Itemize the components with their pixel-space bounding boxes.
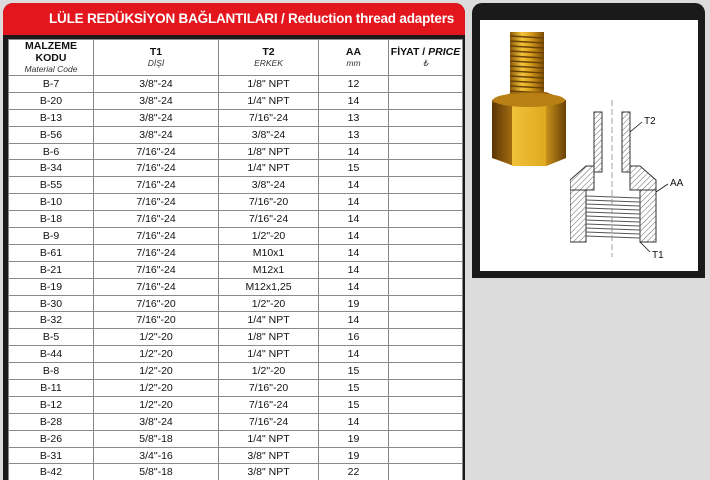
- cell-aa: 15: [319, 363, 389, 380]
- cell-t2: 1/2"-20: [219, 228, 319, 245]
- cell-price: [389, 177, 463, 194]
- table-row: [9, 261, 463, 278]
- cell-material-code: B-61: [9, 244, 94, 261]
- cell-aa: 14: [319, 92, 389, 109]
- cell-t1: 7/16"-20: [94, 312, 219, 329]
- cell-t1: 7/16"-24: [94, 143, 219, 160]
- cell-t2: 7/16"-24: [219, 109, 319, 126]
- cell-price: [389, 295, 463, 312]
- image-area: [480, 20, 698, 271]
- cell-price: [389, 312, 463, 329]
- cell-t2: M12x1,25: [219, 278, 319, 295]
- cell-aa: 14: [319, 278, 389, 295]
- table-row: [9, 329, 463, 346]
- table-row: [9, 396, 463, 413]
- table-row: [9, 160, 463, 177]
- label-aa: AA: [670, 178, 684, 189]
- cell-price: [389, 109, 463, 126]
- cell-aa: 14: [319, 194, 389, 211]
- cell-t2: 7/16"-24: [219, 396, 319, 413]
- table-row: [9, 464, 463, 480]
- cell-aa: 14: [319, 261, 389, 278]
- cell-t1: 3/8"-24: [94, 413, 219, 430]
- cell-material-code: B-34: [9, 160, 94, 177]
- cell-t2: 1/8" NPT: [219, 76, 319, 93]
- cell-price: [389, 228, 463, 245]
- cell-t2: M12x1: [219, 261, 319, 278]
- table-row: [9, 211, 463, 228]
- cell-t1: 7/16"-20: [94, 295, 219, 312]
- cell-material-code: B-31: [9, 447, 94, 464]
- table-row: [9, 447, 463, 464]
- cell-t1: 7/16"-24: [94, 194, 219, 211]
- cell-price: [389, 160, 463, 177]
- cell-t1: 3/8"-24: [94, 92, 219, 109]
- threaded-stem: [510, 32, 544, 96]
- cell-aa: 14: [319, 228, 389, 245]
- cell-price: [389, 211, 463, 228]
- cell-price: [389, 261, 463, 278]
- cell-material-code: B-12: [9, 396, 94, 413]
- cell-material-code: B-10: [9, 194, 94, 211]
- cell-aa: 13: [319, 126, 389, 143]
- table-row: [9, 430, 463, 447]
- cell-t2: 1/2"-20: [219, 295, 319, 312]
- cell-t1: 3/8"-24: [94, 76, 219, 93]
- cell-material-code: B-18: [9, 211, 94, 228]
- table-row: [9, 346, 463, 363]
- cell-t1: 7/16"-24: [94, 177, 219, 194]
- cell-material-code: B-8: [9, 363, 94, 380]
- table-row: [9, 244, 463, 261]
- cell-material-code: B-30: [9, 295, 94, 312]
- cell-t2: 3/8"-24: [219, 126, 319, 143]
- cell-t2: 7/16"-24: [219, 413, 319, 430]
- cell-material-code: B-56: [9, 126, 94, 143]
- cell-aa: 14: [319, 312, 389, 329]
- cell-aa: 16: [319, 329, 389, 346]
- cell-material-code: B-42: [9, 464, 94, 480]
- cell-t1: 7/16"-24: [94, 160, 219, 177]
- table-header-row: [9, 40, 463, 76]
- cell-aa: 13: [319, 109, 389, 126]
- cell-t2: 1/4" NPT: [219, 160, 319, 177]
- cell-t1: 1/2"-20: [94, 380, 219, 397]
- cell-price: [389, 244, 463, 261]
- cell-t2: 7/16"-20: [219, 194, 319, 211]
- cell-t2: 1/4" NPT: [219, 92, 319, 109]
- cell-material-code: B-6: [9, 143, 94, 160]
- table-row: [9, 363, 463, 380]
- header-t1: T1 DİŞİ: [94, 40, 219, 76]
- cell-t1: 7/16"-24: [94, 261, 219, 278]
- cell-aa: 14: [319, 143, 389, 160]
- table-row: [9, 126, 463, 143]
- table-row: [9, 109, 463, 126]
- cell-price: [389, 346, 463, 363]
- cell-material-code: B-26: [9, 430, 94, 447]
- cell-aa: 15: [319, 160, 389, 177]
- cell-aa: 12: [319, 76, 389, 93]
- cell-t2: 3/8"-24: [219, 177, 319, 194]
- product-image-panel: [472, 3, 705, 278]
- cell-material-code: B-28: [9, 413, 94, 430]
- cell-material-code: B-11: [9, 380, 94, 397]
- hex-body: [492, 92, 566, 166]
- cell-material-code: B-9: [9, 228, 94, 245]
- cell-t2: 1/8" NPT: [219, 143, 319, 160]
- cell-t2: 1/2"-20: [219, 363, 319, 380]
- cell-t2: 7/16"-24: [219, 211, 319, 228]
- cell-aa: 19: [319, 447, 389, 464]
- cell-t1: 1/2"-20: [94, 363, 219, 380]
- cell-t1: 3/8"-24: [94, 126, 219, 143]
- table-row: [9, 228, 463, 245]
- cell-material-code: B-13: [9, 109, 94, 126]
- cell-t1: 7/16"-24: [94, 211, 219, 228]
- cell-price: [389, 329, 463, 346]
- cell-aa: 15: [319, 396, 389, 413]
- cell-t1: 3/4"-16: [94, 447, 219, 464]
- cell-t1: 1/2"-20: [94, 329, 219, 346]
- price-table-panel: [3, 3, 465, 480]
- technical-drawing: [570, 92, 695, 262]
- cell-material-code: B-7: [9, 76, 94, 93]
- cell-t1: 5/8"-18: [94, 464, 219, 480]
- cell-price: [389, 396, 463, 413]
- cell-price: [389, 92, 463, 109]
- cell-material-code: B-21: [9, 261, 94, 278]
- cell-price: [389, 464, 463, 480]
- table-row: [9, 92, 463, 109]
- header-aa: AA mm: [319, 40, 389, 76]
- cell-t2: 7/16"-20: [219, 380, 319, 397]
- cell-price: [389, 76, 463, 93]
- cell-material-code: B-19: [9, 278, 94, 295]
- cell-aa: 14: [319, 211, 389, 228]
- table-row: [9, 312, 463, 329]
- table-row: [9, 295, 463, 312]
- header-material-code: MALZEME KODU Material Code: [9, 40, 94, 76]
- cell-material-code: B-20: [9, 92, 94, 109]
- table-row: [9, 177, 463, 194]
- label-t1: T1: [652, 250, 664, 261]
- cell-aa: 15: [319, 380, 389, 397]
- cell-t2: 3/8" NPT: [219, 464, 319, 480]
- cell-t1: 3/8"-24: [94, 109, 219, 126]
- cell-t2: 1/4" NPT: [219, 430, 319, 447]
- cell-t2: 1/4" NPT: [219, 346, 319, 363]
- table-row: [9, 194, 463, 211]
- table-row: [9, 76, 463, 93]
- cell-t1: 7/16"-24: [94, 278, 219, 295]
- cell-price: [389, 447, 463, 464]
- cell-t1: 7/16"-24: [94, 244, 219, 261]
- label-t2: T2: [644, 116, 656, 127]
- table-row: [9, 413, 463, 430]
- cell-t1: 5/8"-18: [94, 430, 219, 447]
- table-row: [9, 278, 463, 295]
- cell-t2: 1/4" NPT: [219, 312, 319, 329]
- cell-price: [389, 143, 463, 160]
- cell-price: [389, 413, 463, 430]
- header-price: FİYAT / PRICE ₺: [389, 40, 463, 76]
- cell-t1: 1/2"-20: [94, 396, 219, 413]
- cell-material-code: B-32: [9, 312, 94, 329]
- table-title: LÜLE REDÜKSİYON BAĞLANTILARI / Reduction thread adapters: [3, 3, 465, 35]
- product-table: [8, 39, 463, 480]
- cell-price: [389, 278, 463, 295]
- cell-price: [389, 380, 463, 397]
- cell-aa: 19: [319, 430, 389, 447]
- cell-aa: 14: [319, 346, 389, 363]
- cell-t1: 7/16"-24: [94, 228, 219, 245]
- cell-aa: 14: [319, 413, 389, 430]
- cell-price: [389, 194, 463, 211]
- cell-aa: 14: [319, 177, 389, 194]
- table-body: [9, 76, 463, 480]
- cell-t2: 1/8" NPT: [219, 329, 319, 346]
- header-t2: T2 ERKEK: [219, 40, 319, 76]
- cell-aa: 19: [319, 295, 389, 312]
- cell-material-code: B-44: [9, 346, 94, 363]
- cell-material-code: B-55: [9, 177, 94, 194]
- cell-t2: M10x1: [219, 244, 319, 261]
- cell-price: [389, 363, 463, 380]
- cell-price: [389, 430, 463, 447]
- cell-material-code: B-5: [9, 329, 94, 346]
- table-row: [9, 380, 463, 397]
- cell-aa: 14: [319, 244, 389, 261]
- cell-t1: 1/2"-20: [94, 346, 219, 363]
- cell-price: [389, 126, 463, 143]
- cell-t2: 3/8" NPT: [219, 447, 319, 464]
- cell-aa: 22: [319, 464, 389, 480]
- table-row: [9, 143, 463, 160]
